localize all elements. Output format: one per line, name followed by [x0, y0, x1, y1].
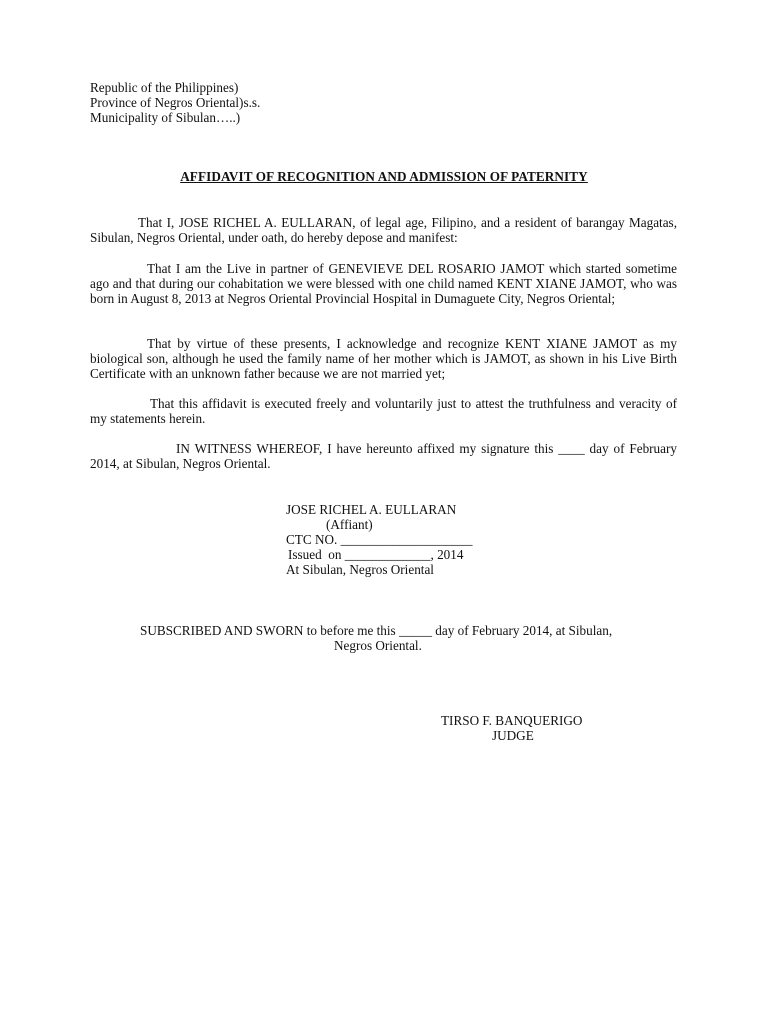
- judge-name: TIRSO F. BANQUERIGO: [441, 713, 583, 728]
- paragraph-witness: IN WITNESS WHEREOF, I have hereunto affixed my signature this ____ day of February 2014, at Sibulan, Negros Oriental.: [90, 441, 677, 471]
- affiant-name: JOSE RICHEL A. EULLARAN: [286, 502, 457, 517]
- venue-line-province: Province of Negros Oriental)s.s.: [90, 95, 261, 110]
- document-title: AFFIDAVIT OF RECOGNITION AND ADMISSION OF PATERNITY: [180, 169, 588, 184]
- issued-place: At Sibulan, Negros Oriental: [286, 562, 434, 577]
- jurat-line: SUBSCRIBED AND SWORN to before me this _____ day of February 2014, at Sibulan,: [140, 623, 613, 638]
- paragraph-partnership: That I am the Live in partner of GENEVIEVE DEL ROSARIO JAMOT which started sometime ago and that during our cohabitation we were blessed with one child named KENT XIANE JAMOT, who was born in August 8, 2013 at Negros Oriental Provincial Hospital in Dumaguete City, Negros Oriental;: [90, 261, 677, 306]
- jurat-line-continued: Negros Oriental.: [334, 638, 422, 653]
- venue-line-republic: Republic of the Philippines): [90, 80, 239, 95]
- ctc-number-field: CTC NO. ____________________: [286, 532, 473, 547]
- paragraph-acknowledgment: That by virtue of these presents, I acknowledge and recognize KENT XIANE JAMOT as my biological son, although he used the family name of her mother which is JAMOT, as shown in his Live Birth Certificate with an unknown father because we are not married yet;: [90, 336, 677, 381]
- issued-date-field: Issued on _____________, 2014: [288, 547, 464, 562]
- paragraph-voluntary: That this affidavit is executed freely and voluntarily just to attest the truthfulness and veracity of my statements herein.: [90, 396, 677, 426]
- affiant-role: (Affiant): [326, 517, 373, 532]
- venue-line-municipality: Municipality of Sibulan…..): [90, 110, 241, 125]
- paragraph-identity: That I, JOSE RICHEL A. EULLARAN, of legal age, Filipino, and a resident of barangay Magatas, Sibulan, Negros Oriental, under oath, do hereby depose and manifest:: [90, 215, 677, 245]
- judge-title: JUDGE: [492, 728, 534, 743]
